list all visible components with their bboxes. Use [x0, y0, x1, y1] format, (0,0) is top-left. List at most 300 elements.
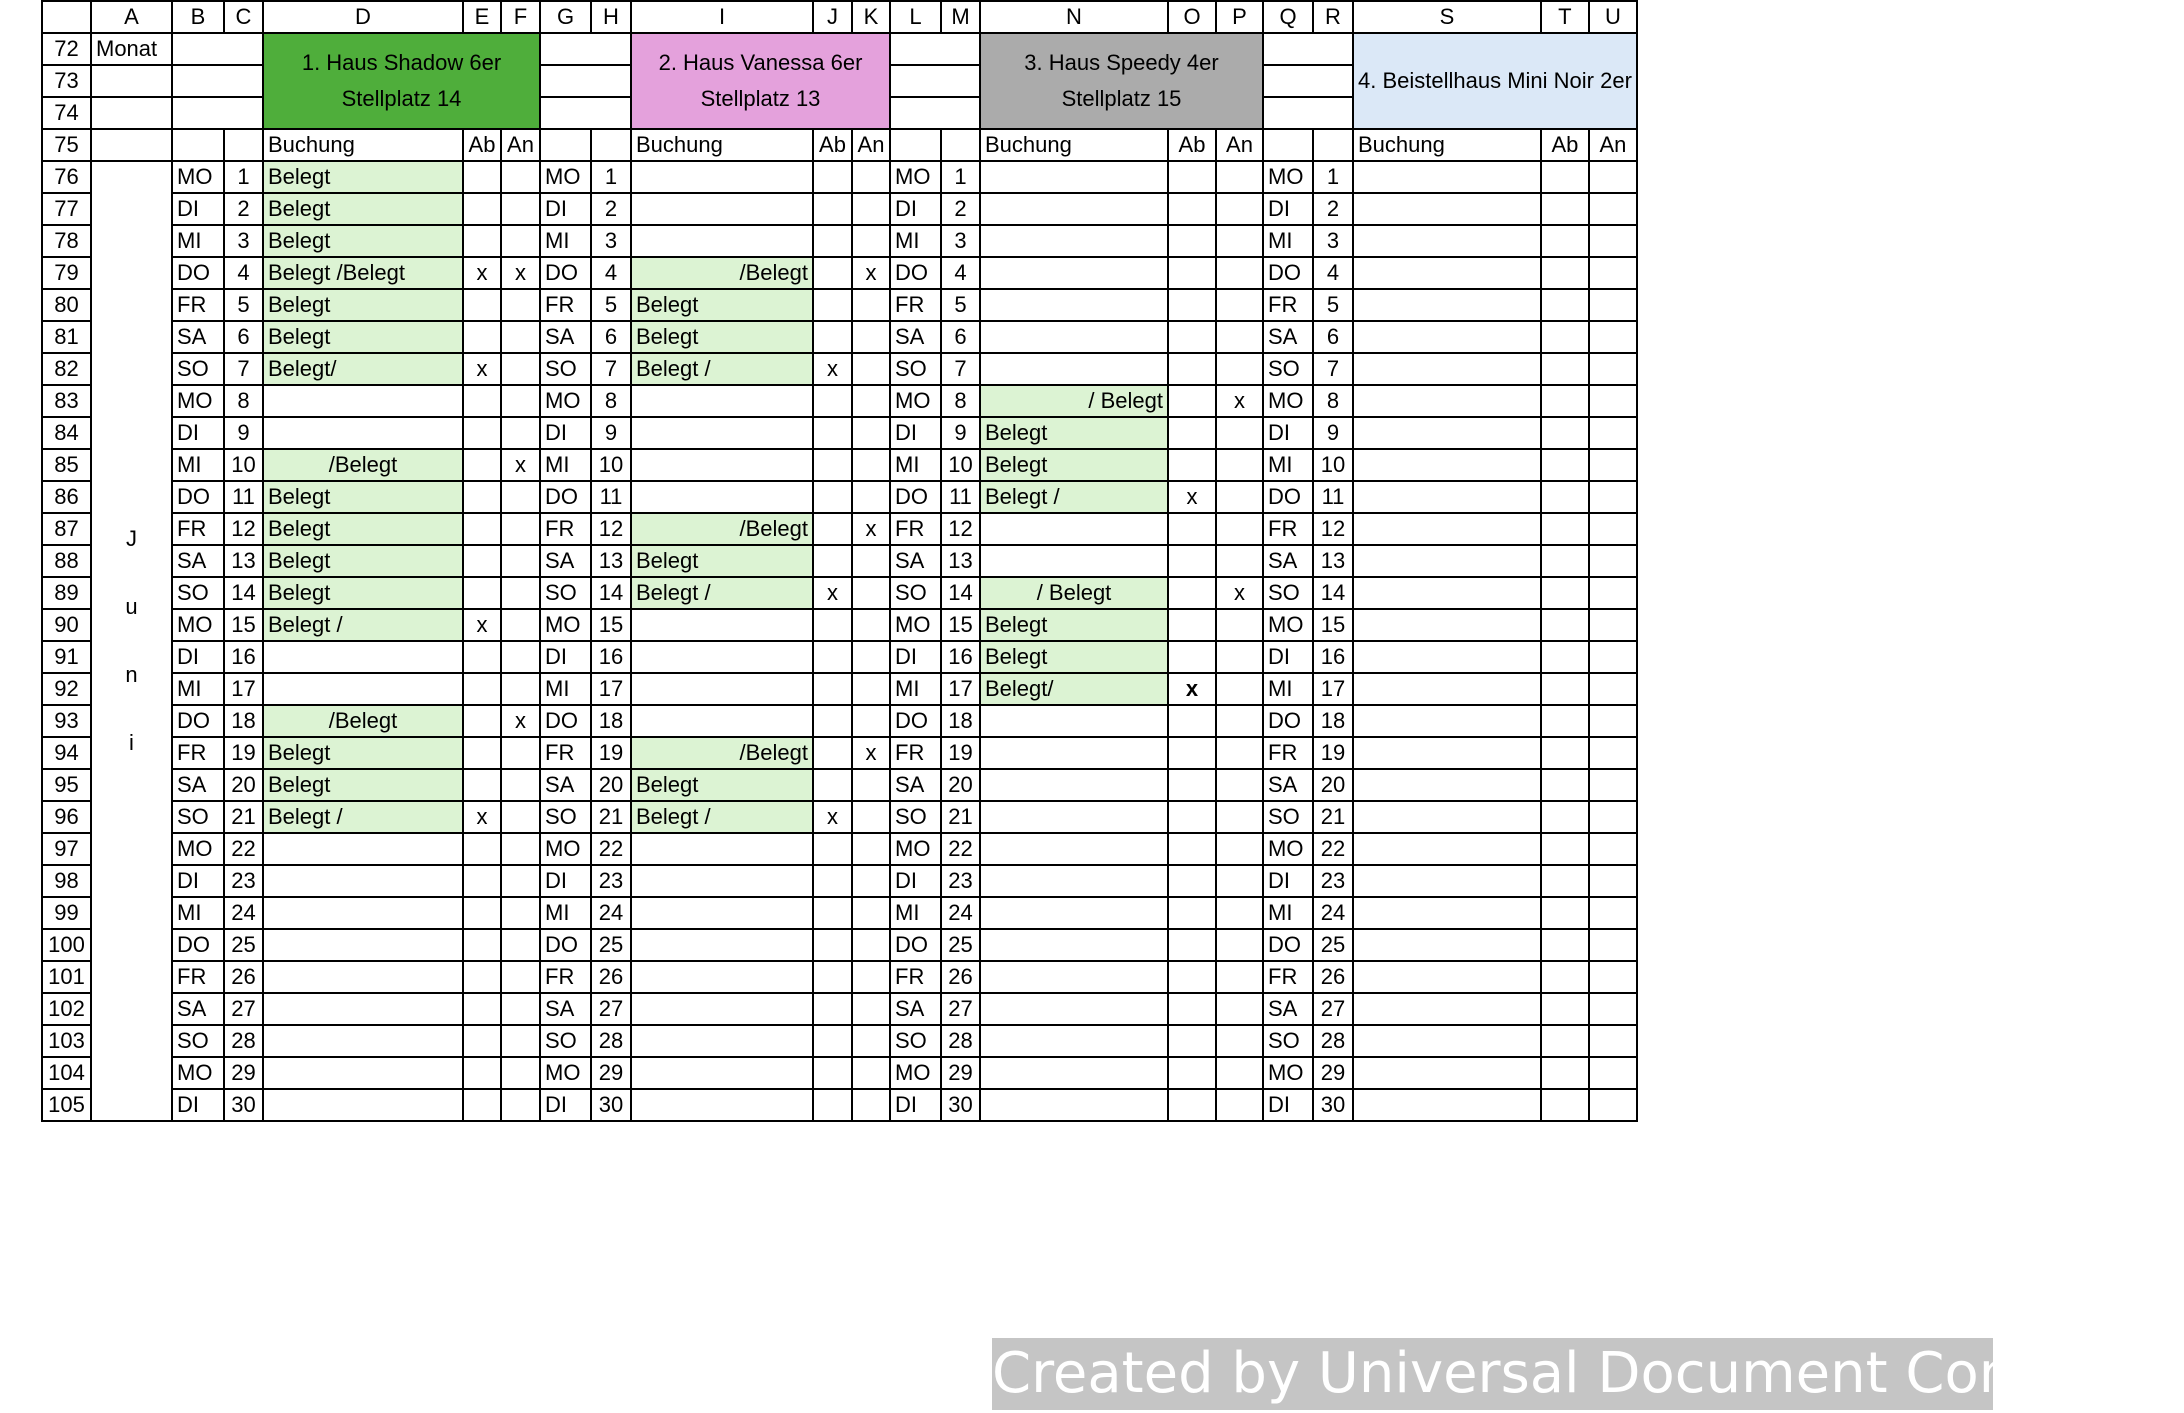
day-number-cell[interactable]: 24	[1313, 897, 1353, 929]
booking-cell[interactable]: Belegt	[631, 289, 813, 321]
arrival-mark-cell[interactable]	[1589, 705, 1637, 737]
row-number[interactable]: 75	[42, 129, 91, 161]
arrival-mark-cell[interactable]	[1216, 801, 1263, 833]
booking-cell[interactable]	[1353, 1057, 1541, 1089]
day-number-cell[interactable]: 21	[941, 801, 980, 833]
day-number-cell[interactable]: 29	[1313, 1057, 1353, 1089]
departure-mark-cell[interactable]	[813, 545, 852, 577]
booking-cell[interactable]: Belegt	[631, 769, 813, 801]
departure-mark-cell[interactable]	[1541, 929, 1589, 961]
weekday-cell[interactable]: SO	[540, 577, 591, 609]
column-header-i[interactable]: I	[631, 1, 813, 33]
day-number-cell[interactable]: 8	[1313, 385, 1353, 417]
day-number-cell[interactable]: 25	[1313, 929, 1353, 961]
day-number-cell[interactable]: 15	[591, 609, 631, 641]
weekday-cell[interactable]: DO	[890, 705, 941, 737]
departure-mark-cell[interactable]: x	[813, 577, 852, 609]
departure-mark-cell[interactable]	[1168, 257, 1216, 289]
arrival-mark-cell[interactable]	[852, 193, 890, 225]
weekday-cell[interactable]: MI	[890, 225, 941, 257]
row-number[interactable]: 74	[42, 97, 91, 129]
arrival-mark-cell[interactable]: x	[852, 257, 890, 289]
departure-mark-cell[interactable]	[1168, 1089, 1216, 1121]
day-number-cell[interactable]: 2	[941, 193, 980, 225]
departure-mark-cell[interactable]	[813, 769, 852, 801]
day-number-cell[interactable]: 11	[224, 481, 263, 513]
arrival-mark-cell[interactable]: x	[1216, 577, 1263, 609]
day-number-cell[interactable]: 14	[224, 577, 263, 609]
house-title-3[interactable]	[980, 33, 1263, 129]
arrival-mark-cell[interactable]	[1589, 929, 1637, 961]
weekday-cell[interactable]: MI	[890, 449, 941, 481]
arrival-mark-cell[interactable]: x	[501, 705, 540, 737]
booking-cell[interactable]	[1353, 481, 1541, 513]
day-number-cell[interactable]: 26	[1313, 961, 1353, 993]
day-number-cell[interactable]: 13	[1313, 545, 1353, 577]
weekday-cell[interactable]: DI	[890, 641, 941, 673]
booking-cell[interactable]	[980, 1025, 1168, 1057]
booking-cell[interactable]	[980, 161, 1168, 193]
day-number-cell[interactable]: 23	[591, 865, 631, 897]
departure-mark-cell[interactable]	[463, 577, 501, 609]
arrival-mark-cell[interactable]: x	[852, 513, 890, 545]
weekday-cell[interactable]: DI	[172, 1089, 224, 1121]
booking-cell[interactable]	[980, 961, 1168, 993]
arrival-mark-cell[interactable]	[501, 865, 540, 897]
day-number-cell[interactable]: 18	[591, 705, 631, 737]
arrival-mark-cell[interactable]	[1589, 193, 1637, 225]
arrival-mark-cell[interactable]	[1589, 1057, 1637, 1089]
booking-cell[interactable]	[1353, 289, 1541, 321]
departure-mark-cell[interactable]	[1168, 449, 1216, 481]
weekday-cell[interactable]: MO	[172, 161, 224, 193]
column-header-l[interactable]: L	[890, 1, 941, 33]
column-header-d[interactable]: D	[263, 1, 463, 33]
departure-mark-cell[interactable]: x	[463, 609, 501, 641]
departure-mark-cell[interactable]	[1541, 961, 1589, 993]
booking-cell[interactable]	[1353, 993, 1541, 1025]
arrival-mark-cell[interactable]	[501, 481, 540, 513]
booking-cell[interactable]	[980, 1089, 1168, 1121]
day-number-cell[interactable]: 5	[224, 289, 263, 321]
weekday-cell[interactable]: DO	[890, 257, 941, 289]
departure-mark-cell[interactable]	[1168, 833, 1216, 865]
weekday-cell[interactable]: MI	[540, 449, 591, 481]
row-number[interactable]: 81	[42, 321, 91, 353]
row-number[interactable]: 88	[42, 545, 91, 577]
weekday-cell[interactable]: FR	[1263, 513, 1313, 545]
arrival-mark-cell[interactable]	[1216, 673, 1263, 705]
arrival-mark-cell[interactable]	[1589, 897, 1637, 929]
booking-cell[interactable]	[1353, 513, 1541, 545]
weekday-cell[interactable]: SA	[540, 545, 591, 577]
booking-cell[interactable]: Belegt	[263, 193, 463, 225]
row-number[interactable]: 100	[42, 929, 91, 961]
booking-cell[interactable]	[1353, 833, 1541, 865]
arrival-mark-cell[interactable]	[1589, 353, 1637, 385]
booking-cell[interactable]	[1353, 417, 1541, 449]
weekday-cell[interactable]: FR	[540, 513, 591, 545]
arrival-mark-cell[interactable]	[501, 417, 540, 449]
arrival-mark-cell[interactable]	[1589, 673, 1637, 705]
weekday-cell[interactable]: DO	[1263, 705, 1313, 737]
weekday-cell[interactable]: SO	[890, 1025, 941, 1057]
arrival-mark-cell[interactable]	[1589, 289, 1637, 321]
arrival-mark-cell[interactable]	[852, 897, 890, 929]
departure-mark-cell[interactable]	[1541, 193, 1589, 225]
day-number-cell[interactable]: 11	[591, 481, 631, 513]
day-number-cell[interactable]: 14	[1313, 577, 1353, 609]
arrival-mark-cell[interactable]	[501, 929, 540, 961]
weekday-cell[interactable]: FR	[1263, 737, 1313, 769]
weekday-cell[interactable]: MO	[1263, 161, 1313, 193]
departure-mark-cell[interactable]	[813, 737, 852, 769]
day-number-cell[interactable]: 5	[1313, 289, 1353, 321]
ab-header[interactable]: Ab	[1168, 129, 1216, 161]
booking-cell[interactable]	[1353, 545, 1541, 577]
weekday-cell[interactable]: SA	[172, 545, 224, 577]
column-header-t[interactable]: T	[1541, 1, 1589, 33]
booking-cell[interactable]	[1353, 577, 1541, 609]
weekday-cell[interactable]: SA	[172, 769, 224, 801]
an-header[interactable]: An	[1216, 129, 1263, 161]
day-number-cell[interactable]: 22	[224, 833, 263, 865]
column-header-n[interactable]: N	[980, 1, 1168, 33]
day-number-cell[interactable]: 10	[941, 449, 980, 481]
column-header-b[interactable]: B	[172, 1, 224, 33]
arrival-mark-cell[interactable]	[501, 1025, 540, 1057]
arrival-mark-cell[interactable]	[852, 609, 890, 641]
arrival-mark-cell[interactable]	[1216, 257, 1263, 289]
day-number-cell[interactable]: 17	[1313, 673, 1353, 705]
arrival-mark-cell[interactable]	[1216, 289, 1263, 321]
day-number-cell[interactable]: 3	[941, 225, 980, 257]
day-number-cell[interactable]: 20	[941, 769, 980, 801]
departure-mark-cell[interactable]	[463, 961, 501, 993]
weekday-cell[interactable]: SA	[890, 545, 941, 577]
departure-mark-cell[interactable]	[1541, 161, 1589, 193]
arrival-mark-cell[interactable]	[1216, 737, 1263, 769]
arrival-mark-cell[interactable]	[501, 609, 540, 641]
arrival-mark-cell[interactable]	[1216, 353, 1263, 385]
day-number-cell[interactable]: 24	[591, 897, 631, 929]
weekday-cell[interactable]: MO	[172, 1057, 224, 1089]
weekday-cell[interactable]: DI	[1263, 417, 1313, 449]
departure-mark-cell[interactable]	[1541, 801, 1589, 833]
booking-cell[interactable]	[1353, 673, 1541, 705]
booking-cell[interactable]	[1353, 705, 1541, 737]
weekday-cell[interactable]: SO	[540, 1025, 591, 1057]
booking-cell[interactable]	[980, 865, 1168, 897]
booking-cell[interactable]: Belegt	[263, 161, 463, 193]
booking-cell[interactable]	[631, 1057, 813, 1089]
weekday-cell[interactable]: MI	[1263, 897, 1313, 929]
arrival-mark-cell[interactable]	[1216, 641, 1263, 673]
departure-mark-cell[interactable]	[1168, 929, 1216, 961]
departure-mark-cell[interactable]	[1541, 545, 1589, 577]
row-number[interactable]: 105	[42, 1089, 91, 1121]
weekday-cell[interactable]: DO	[1263, 257, 1313, 289]
booking-cell[interactable]	[263, 1057, 463, 1089]
weekday-cell[interactable]: SA	[540, 769, 591, 801]
ab-header[interactable]: Ab	[463, 129, 501, 161]
arrival-mark-cell[interactable]	[501, 193, 540, 225]
day-number-cell[interactable]: 4	[224, 257, 263, 289]
departure-mark-cell[interactable]	[463, 865, 501, 897]
weekday-cell[interactable]: DO	[172, 257, 224, 289]
departure-mark-cell[interactable]	[463, 1089, 501, 1121]
arrival-mark-cell[interactable]	[1589, 385, 1637, 417]
booking-cell[interactable]	[631, 993, 813, 1025]
day-number-cell[interactable]: 12	[591, 513, 631, 545]
booking-cell[interactable]: Belegt /	[631, 353, 813, 385]
arrival-mark-cell[interactable]	[1216, 417, 1263, 449]
day-number-cell[interactable]: 8	[591, 385, 631, 417]
departure-mark-cell[interactable]	[1541, 257, 1589, 289]
departure-mark-cell[interactable]: x	[813, 353, 852, 385]
arrival-mark-cell[interactable]	[852, 545, 890, 577]
arrival-mark-cell[interactable]	[852, 577, 890, 609]
booking-cell[interactable]	[980, 801, 1168, 833]
day-number-cell[interactable]: 11	[941, 481, 980, 513]
weekday-cell[interactable]: SA	[1263, 769, 1313, 801]
day-number-cell[interactable]: 26	[224, 961, 263, 993]
day-number-cell[interactable]: 16	[591, 641, 631, 673]
arrival-mark-cell[interactable]	[852, 641, 890, 673]
booking-cell[interactable]	[1353, 769, 1541, 801]
day-number-cell[interactable]: 15	[941, 609, 980, 641]
ab-header[interactable]: Ab	[813, 129, 852, 161]
arrival-mark-cell[interactable]	[501, 897, 540, 929]
departure-mark-cell[interactable]: x	[463, 257, 501, 289]
booking-cell[interactable]	[1353, 161, 1541, 193]
weekday-cell[interactable]: FR	[540, 289, 591, 321]
departure-mark-cell[interactable]: x	[1168, 673, 1216, 705]
departure-mark-cell[interactable]	[463, 193, 501, 225]
arrival-mark-cell[interactable]: x	[501, 449, 540, 481]
booking-cell[interactable]	[631, 609, 813, 641]
departure-mark-cell[interactable]	[1541, 289, 1589, 321]
day-number-cell[interactable]: 4	[591, 257, 631, 289]
departure-mark-cell[interactable]	[463, 897, 501, 929]
departure-mark-cell[interactable]	[1541, 673, 1589, 705]
departure-mark-cell[interactable]	[1168, 865, 1216, 897]
booking-cell[interactable]	[1353, 385, 1541, 417]
arrival-mark-cell[interactable]: x	[501, 257, 540, 289]
weekday-cell[interactable]: MI	[540, 673, 591, 705]
arrival-mark-cell[interactable]	[852, 961, 890, 993]
day-number-cell[interactable]: 19	[1313, 737, 1353, 769]
column-header-f[interactable]: F	[501, 1, 540, 33]
arrival-mark-cell[interactable]	[1216, 545, 1263, 577]
weekday-cell[interactable]: FR	[890, 961, 941, 993]
row-number[interactable]: 87	[42, 513, 91, 545]
booking-cell[interactable]	[980, 321, 1168, 353]
booking-cell[interactable]	[980, 929, 1168, 961]
column-header-k[interactable]: K	[852, 1, 890, 33]
day-number-cell[interactable]: 7	[591, 353, 631, 385]
arrival-mark-cell[interactable]	[1216, 993, 1263, 1025]
departure-mark-cell[interactable]	[1168, 801, 1216, 833]
booking-cell[interactable]	[980, 897, 1168, 929]
departure-mark-cell[interactable]	[1541, 577, 1589, 609]
day-number-cell[interactable]: 22	[941, 833, 980, 865]
booking-cell[interactable]	[1353, 737, 1541, 769]
departure-mark-cell[interactable]	[1168, 737, 1216, 769]
weekday-cell[interactable]: SO	[1263, 577, 1313, 609]
arrival-mark-cell[interactable]	[852, 289, 890, 321]
day-number-cell[interactable]: 6	[591, 321, 631, 353]
booking-cell[interactable]: / Belegt	[980, 385, 1168, 417]
weekday-cell[interactable]: MO	[540, 1057, 591, 1089]
day-number-cell[interactable]: 30	[591, 1089, 631, 1121]
departure-mark-cell[interactable]	[1541, 321, 1589, 353]
row-number[interactable]: 80	[42, 289, 91, 321]
departure-mark-cell[interactable]	[1541, 385, 1589, 417]
weekday-cell[interactable]: DO	[1263, 929, 1313, 961]
weekday-cell[interactable]: DI	[890, 193, 941, 225]
row-number[interactable]: 78	[42, 225, 91, 257]
departure-mark-cell[interactable]	[1168, 961, 1216, 993]
weekday-cell[interactable]: SO	[172, 577, 224, 609]
weekday-cell[interactable]: SA	[1263, 321, 1313, 353]
booking-cell[interactable]: Belegt	[263, 769, 463, 801]
arrival-mark-cell[interactable]	[852, 481, 890, 513]
arrival-mark-cell[interactable]	[1216, 1025, 1263, 1057]
arrival-mark-cell[interactable]	[852, 417, 890, 449]
departure-mark-cell[interactable]	[1541, 417, 1589, 449]
booking-cell[interactable]	[980, 993, 1168, 1025]
weekday-cell[interactable]: FR	[890, 737, 941, 769]
arrival-mark-cell[interactable]	[852, 385, 890, 417]
booking-cell[interactable]	[1353, 961, 1541, 993]
day-number-cell[interactable]: 1	[591, 161, 631, 193]
departure-mark-cell[interactable]	[813, 1025, 852, 1057]
departure-mark-cell[interactable]	[463, 673, 501, 705]
arrival-mark-cell[interactable]	[1216, 321, 1263, 353]
departure-mark-cell[interactable]	[1168, 225, 1216, 257]
arrival-mark-cell[interactable]	[501, 513, 540, 545]
booking-cell[interactable]: Belegt /	[263, 801, 463, 833]
arrival-mark-cell[interactable]	[1216, 865, 1263, 897]
row-number[interactable]: 79	[42, 257, 91, 289]
weekday-cell[interactable]: DI	[1263, 865, 1313, 897]
departure-mark-cell[interactable]	[463, 833, 501, 865]
booking-cell[interactable]	[1353, 353, 1541, 385]
day-number-cell[interactable]: 3	[591, 225, 631, 257]
day-number-cell[interactable]: 28	[224, 1025, 263, 1057]
day-number-cell[interactable]: 3	[224, 225, 263, 257]
weekday-cell[interactable]: DO	[540, 257, 591, 289]
arrival-mark-cell[interactable]	[1589, 481, 1637, 513]
day-number-cell[interactable]: 17	[591, 673, 631, 705]
day-number-cell[interactable]: 12	[941, 513, 980, 545]
departure-mark-cell[interactable]	[813, 257, 852, 289]
day-number-cell[interactable]: 8	[224, 385, 263, 417]
day-number-cell[interactable]: 16	[941, 641, 980, 673]
column-header-j[interactable]: J	[813, 1, 852, 33]
day-number-cell[interactable]: 7	[941, 353, 980, 385]
weekday-cell[interactable]: MO	[890, 161, 941, 193]
row-number[interactable]: 97	[42, 833, 91, 865]
departure-mark-cell[interactable]	[1168, 897, 1216, 929]
booking-cell[interactable]	[1353, 929, 1541, 961]
row-number[interactable]: 82	[42, 353, 91, 385]
day-number-cell[interactable]: 6	[941, 321, 980, 353]
departure-mark-cell[interactable]	[1168, 385, 1216, 417]
arrival-mark-cell[interactable]	[1589, 609, 1637, 641]
departure-mark-cell[interactable]	[463, 929, 501, 961]
row-number[interactable]: 73	[42, 65, 91, 97]
booking-cell[interactable]	[980, 225, 1168, 257]
booking-cell[interactable]	[980, 353, 1168, 385]
arrival-mark-cell[interactable]	[501, 577, 540, 609]
departure-mark-cell[interactable]	[1168, 545, 1216, 577]
day-number-cell[interactable]: 30	[941, 1089, 980, 1121]
booking-cell[interactable]: Belegt	[263, 737, 463, 769]
column-header-q[interactable]: Q	[1263, 1, 1313, 33]
arrival-mark-cell[interactable]	[1589, 321, 1637, 353]
weekday-cell[interactable]: DI	[1263, 641, 1313, 673]
day-number-cell[interactable]: 20	[1313, 769, 1353, 801]
buchung-header[interactable]: Buchung	[263, 129, 463, 161]
column-header-h[interactable]: H	[591, 1, 631, 33]
row-number[interactable]: 91	[42, 641, 91, 673]
arrival-mark-cell[interactable]	[501, 993, 540, 1025]
day-number-cell[interactable]: 29	[591, 1057, 631, 1089]
row-number[interactable]: 89	[42, 577, 91, 609]
booking-cell[interactable]	[263, 865, 463, 897]
arrival-mark-cell[interactable]	[1589, 961, 1637, 993]
booking-cell[interactable]: Belegt	[263, 513, 463, 545]
day-number-cell[interactable]: 27	[1313, 993, 1353, 1025]
arrival-mark-cell[interactable]	[1589, 513, 1637, 545]
departure-mark-cell[interactable]	[463, 481, 501, 513]
weekday-cell[interactable]: SA	[890, 993, 941, 1025]
day-number-cell[interactable]: 20	[591, 769, 631, 801]
day-number-cell[interactable]: 23	[1313, 865, 1353, 897]
day-number-cell[interactable]: 15	[1313, 609, 1353, 641]
arrival-mark-cell[interactable]	[1589, 577, 1637, 609]
departure-mark-cell[interactable]	[1541, 1025, 1589, 1057]
row-number[interactable]: 86	[42, 481, 91, 513]
day-number-cell[interactable]: 14	[591, 577, 631, 609]
departure-mark-cell[interactable]	[463, 385, 501, 417]
weekday-cell[interactable]: SO	[890, 801, 941, 833]
arrival-mark-cell[interactable]	[1589, 993, 1637, 1025]
row-number[interactable]: 85	[42, 449, 91, 481]
departure-mark-cell[interactable]	[813, 225, 852, 257]
arrival-mark-cell[interactable]	[852, 833, 890, 865]
weekday-cell[interactable]: MO	[540, 609, 591, 641]
row-number[interactable]: 101	[42, 961, 91, 993]
weekday-cell[interactable]: MO	[1263, 385, 1313, 417]
day-number-cell[interactable]: 23	[224, 865, 263, 897]
day-number-cell[interactable]: 6	[224, 321, 263, 353]
weekday-cell[interactable]: SO	[172, 353, 224, 385]
row-number[interactable]: 103	[42, 1025, 91, 1057]
weekday-cell[interactable]: DI	[172, 417, 224, 449]
day-number-cell[interactable]: 10	[591, 449, 631, 481]
day-number-cell[interactable]: 27	[224, 993, 263, 1025]
row-number[interactable]: 92	[42, 673, 91, 705]
weekday-cell[interactable]: DO	[890, 481, 941, 513]
month-label[interactable]	[91, 161, 172, 1121]
day-number-cell[interactable]: 16	[224, 641, 263, 673]
booking-cell[interactable]: Belegt	[263, 289, 463, 321]
booking-cell[interactable]	[1353, 865, 1541, 897]
departure-mark-cell[interactable]	[1168, 769, 1216, 801]
